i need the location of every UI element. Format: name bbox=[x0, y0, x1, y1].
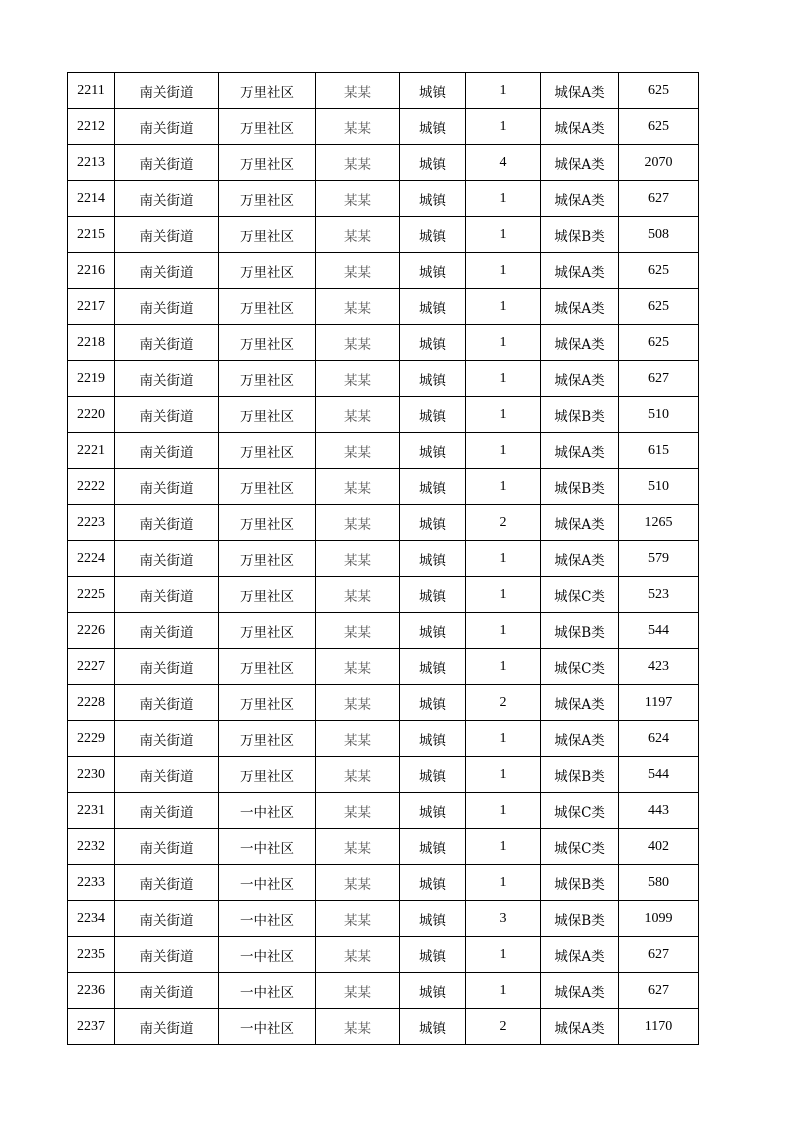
area-type-cell: 城镇 bbox=[400, 721, 466, 757]
category-cell: 城保B类 bbox=[541, 217, 619, 253]
amount-cell: 1099 bbox=[619, 901, 699, 937]
household-count-cell: 3 bbox=[466, 901, 541, 937]
amount-cell: 579 bbox=[619, 541, 699, 577]
area-type-cell: 城镇 bbox=[400, 181, 466, 217]
amount-cell: 510 bbox=[619, 469, 699, 505]
household-count-cell: 1 bbox=[466, 109, 541, 145]
street-cell: 南关街道 bbox=[115, 289, 219, 325]
area-type-cell: 城镇 bbox=[400, 109, 466, 145]
street-cell: 南关街道 bbox=[115, 109, 219, 145]
community-cell: 万里社区 bbox=[219, 325, 316, 361]
data-table bbox=[67, 72, 699, 1045]
row-number-cell: 2235 bbox=[68, 937, 115, 973]
row-number-cell: 2230 bbox=[68, 757, 115, 793]
table-row bbox=[68, 577, 699, 613]
category-cell: 城保A类 bbox=[541, 973, 619, 1009]
street-cell: 南关街道 bbox=[115, 757, 219, 793]
community-cell: 一中社区 bbox=[219, 901, 316, 937]
household-count-cell: 2 bbox=[466, 505, 541, 541]
street-cell: 南关街道 bbox=[115, 613, 219, 649]
category-cell: 城保A类 bbox=[541, 721, 619, 757]
table-row bbox=[68, 901, 699, 937]
amount-cell: 615 bbox=[619, 433, 699, 469]
area-type-cell: 城镇 bbox=[400, 433, 466, 469]
area-type-cell: 城镇 bbox=[400, 685, 466, 721]
amount-cell: 402 bbox=[619, 829, 699, 865]
row-number-cell: 2233 bbox=[68, 865, 115, 901]
street-cell: 南关街道 bbox=[115, 217, 219, 253]
resident-name-cell: 某某 bbox=[316, 613, 400, 649]
community-cell: 一中社区 bbox=[219, 937, 316, 973]
street-cell: 南关街道 bbox=[115, 469, 219, 505]
resident-name-cell: 某某 bbox=[316, 793, 400, 829]
street-cell: 南关街道 bbox=[115, 397, 219, 433]
resident-name-cell: 某某 bbox=[316, 217, 400, 253]
category-cell: 城保A类 bbox=[541, 433, 619, 469]
amount-cell: 627 bbox=[619, 181, 699, 217]
household-count-cell: 1 bbox=[466, 793, 541, 829]
community-cell: 万里社区 bbox=[219, 217, 316, 253]
category-cell: 城保A类 bbox=[541, 685, 619, 721]
table-row bbox=[68, 829, 699, 865]
resident-name-cell: 某某 bbox=[316, 433, 400, 469]
resident-name-cell: 某某 bbox=[316, 181, 400, 217]
street-cell: 南关街道 bbox=[115, 1009, 219, 1045]
table-row bbox=[68, 73, 699, 109]
row-number-cell: 2225 bbox=[68, 577, 115, 613]
row-number-cell: 2226 bbox=[68, 613, 115, 649]
amount-cell: 2070 bbox=[619, 145, 699, 181]
table-row bbox=[68, 793, 699, 829]
household-count-cell: 2 bbox=[466, 1009, 541, 1045]
resident-name-cell: 某某 bbox=[316, 505, 400, 541]
area-type-cell: 城镇 bbox=[400, 253, 466, 289]
resident-name-cell: 某某 bbox=[316, 685, 400, 721]
amount-cell: 1265 bbox=[619, 505, 699, 541]
area-type-cell: 城镇 bbox=[400, 829, 466, 865]
area-type-cell: 城镇 bbox=[400, 217, 466, 253]
row-number-cell: 2229 bbox=[68, 721, 115, 757]
row-number-cell: 2227 bbox=[68, 649, 115, 685]
household-count-cell: 1 bbox=[466, 649, 541, 685]
household-count-cell: 1 bbox=[466, 73, 541, 109]
resident-name-cell: 某某 bbox=[316, 721, 400, 757]
category-cell: 城保B类 bbox=[541, 469, 619, 505]
row-number-cell: 2217 bbox=[68, 289, 115, 325]
street-cell: 南关街道 bbox=[115, 721, 219, 757]
household-count-cell: 1 bbox=[466, 289, 541, 325]
community-cell: 万里社区 bbox=[219, 649, 316, 685]
street-cell: 南关街道 bbox=[115, 433, 219, 469]
street-cell: 南关街道 bbox=[115, 253, 219, 289]
table-row bbox=[68, 757, 699, 793]
resident-name-cell: 某某 bbox=[316, 901, 400, 937]
area-type-cell: 城镇 bbox=[400, 973, 466, 1009]
amount-cell: 544 bbox=[619, 757, 699, 793]
resident-name-cell: 某某 bbox=[316, 577, 400, 613]
area-type-cell: 城镇 bbox=[400, 397, 466, 433]
row-number-cell: 2232 bbox=[68, 829, 115, 865]
amount-cell: 580 bbox=[619, 865, 699, 901]
household-count-cell: 1 bbox=[466, 217, 541, 253]
row-number-cell: 2228 bbox=[68, 685, 115, 721]
street-cell: 南关街道 bbox=[115, 649, 219, 685]
household-count-cell: 1 bbox=[466, 433, 541, 469]
community-cell: 万里社区 bbox=[219, 721, 316, 757]
table-row bbox=[68, 469, 699, 505]
row-number-cell: 2223 bbox=[68, 505, 115, 541]
household-count-cell: 1 bbox=[466, 577, 541, 613]
row-number-cell: 2231 bbox=[68, 793, 115, 829]
table-row bbox=[68, 937, 699, 973]
area-type-cell: 城镇 bbox=[400, 361, 466, 397]
table-row bbox=[68, 973, 699, 1009]
category-cell: 城保B类 bbox=[541, 901, 619, 937]
street-cell: 南关街道 bbox=[115, 865, 219, 901]
row-number-cell: 2213 bbox=[68, 145, 115, 181]
household-count-cell: 1 bbox=[466, 541, 541, 577]
resident-name-cell: 某某 bbox=[316, 649, 400, 685]
household-count-cell: 1 bbox=[466, 361, 541, 397]
row-number-cell: 2211 bbox=[68, 73, 115, 109]
category-cell: 城保C类 bbox=[541, 577, 619, 613]
area-type-cell: 城镇 bbox=[400, 757, 466, 793]
area-type-cell: 城镇 bbox=[400, 1009, 466, 1045]
resident-name-cell: 某某 bbox=[316, 757, 400, 793]
resident-name-cell: 某某 bbox=[316, 145, 400, 181]
amount-cell: 625 bbox=[619, 289, 699, 325]
resident-name-cell: 某某 bbox=[316, 973, 400, 1009]
area-type-cell: 城镇 bbox=[400, 73, 466, 109]
table-row bbox=[68, 253, 699, 289]
row-number-cell: 2218 bbox=[68, 325, 115, 361]
household-count-cell: 1 bbox=[466, 937, 541, 973]
community-cell: 一中社区 bbox=[219, 793, 316, 829]
amount-cell: 627 bbox=[619, 937, 699, 973]
table-row bbox=[68, 685, 699, 721]
table-row bbox=[68, 865, 699, 901]
street-cell: 南关街道 bbox=[115, 505, 219, 541]
amount-cell: 625 bbox=[619, 325, 699, 361]
row-number-cell: 2236 bbox=[68, 973, 115, 1009]
household-count-cell: 1 bbox=[466, 757, 541, 793]
community-cell: 万里社区 bbox=[219, 397, 316, 433]
row-number-cell: 2237 bbox=[68, 1009, 115, 1045]
resident-name-cell: 某某 bbox=[316, 1009, 400, 1045]
amount-cell: 423 bbox=[619, 649, 699, 685]
category-cell: 城保B类 bbox=[541, 757, 619, 793]
amount-cell: 1170 bbox=[619, 1009, 699, 1045]
street-cell: 南关街道 bbox=[115, 973, 219, 1009]
household-count-cell: 1 bbox=[466, 613, 541, 649]
row-number-cell: 2214 bbox=[68, 181, 115, 217]
resident-name-cell: 某某 bbox=[316, 325, 400, 361]
household-count-cell: 1 bbox=[466, 325, 541, 361]
amount-cell: 508 bbox=[619, 217, 699, 253]
category-cell: 城保A类 bbox=[541, 181, 619, 217]
category-cell: 城保A类 bbox=[541, 109, 619, 145]
household-count-cell: 4 bbox=[466, 145, 541, 181]
table-row bbox=[68, 433, 699, 469]
community-cell: 万里社区 bbox=[219, 505, 316, 541]
category-cell: 城保A类 bbox=[541, 937, 619, 973]
street-cell: 南关街道 bbox=[115, 541, 219, 577]
row-number-cell: 2221 bbox=[68, 433, 115, 469]
community-cell: 万里社区 bbox=[219, 253, 316, 289]
community-cell: 万里社区 bbox=[219, 181, 316, 217]
area-type-cell: 城镇 bbox=[400, 289, 466, 325]
amount-cell: 625 bbox=[619, 253, 699, 289]
row-number-cell: 2224 bbox=[68, 541, 115, 577]
category-cell: 城保B类 bbox=[541, 865, 619, 901]
household-count-cell: 1 bbox=[466, 181, 541, 217]
row-number-cell: 2220 bbox=[68, 397, 115, 433]
community-cell: 一中社区 bbox=[219, 1009, 316, 1045]
category-cell: 城保A类 bbox=[541, 73, 619, 109]
category-cell: 城保A类 bbox=[541, 253, 619, 289]
community-cell: 万里社区 bbox=[219, 109, 316, 145]
community-cell: 一中社区 bbox=[219, 973, 316, 1009]
street-cell: 南关街道 bbox=[115, 685, 219, 721]
area-type-cell: 城镇 bbox=[400, 325, 466, 361]
resident-name-cell: 某某 bbox=[316, 541, 400, 577]
row-number-cell: 2219 bbox=[68, 361, 115, 397]
table-row bbox=[68, 109, 699, 145]
area-type-cell: 城镇 bbox=[400, 613, 466, 649]
community-cell: 万里社区 bbox=[219, 289, 316, 325]
table-row bbox=[68, 217, 699, 253]
area-type-cell: 城镇 bbox=[400, 541, 466, 577]
household-count-cell: 1 bbox=[466, 973, 541, 1009]
category-cell: 城保A类 bbox=[541, 361, 619, 397]
household-count-cell: 1 bbox=[466, 397, 541, 433]
community-cell: 万里社区 bbox=[219, 73, 316, 109]
amount-cell: 624 bbox=[619, 721, 699, 757]
table-row bbox=[68, 289, 699, 325]
table-row bbox=[68, 361, 699, 397]
category-cell: 城保A类 bbox=[541, 145, 619, 181]
resident-name-cell: 某某 bbox=[316, 865, 400, 901]
household-count-cell: 1 bbox=[466, 469, 541, 505]
table-row bbox=[68, 145, 699, 181]
community-cell: 一中社区 bbox=[219, 865, 316, 901]
street-cell: 南关街道 bbox=[115, 361, 219, 397]
street-cell: 南关街道 bbox=[115, 181, 219, 217]
category-cell: 城保B类 bbox=[541, 613, 619, 649]
area-type-cell: 城镇 bbox=[400, 145, 466, 181]
row-number-cell: 2222 bbox=[68, 469, 115, 505]
document-page bbox=[67, 72, 699, 1045]
amount-cell: 544 bbox=[619, 613, 699, 649]
amount-cell: 523 bbox=[619, 577, 699, 613]
resident-name-cell: 某某 bbox=[316, 253, 400, 289]
row-number-cell: 2216 bbox=[68, 253, 115, 289]
community-cell: 万里社区 bbox=[219, 757, 316, 793]
table-row bbox=[68, 649, 699, 685]
street-cell: 南关街道 bbox=[115, 73, 219, 109]
household-count-cell: 1 bbox=[466, 721, 541, 757]
category-cell: 城保A类 bbox=[541, 505, 619, 541]
category-cell: 城保A类 bbox=[541, 1009, 619, 1045]
table-row bbox=[68, 541, 699, 577]
community-cell: 万里社区 bbox=[219, 361, 316, 397]
area-type-cell: 城镇 bbox=[400, 865, 466, 901]
community-cell: 一中社区 bbox=[219, 829, 316, 865]
amount-cell: 625 bbox=[619, 73, 699, 109]
community-cell: 万里社区 bbox=[219, 469, 316, 505]
community-cell: 万里社区 bbox=[219, 613, 316, 649]
street-cell: 南关街道 bbox=[115, 937, 219, 973]
table-row bbox=[68, 181, 699, 217]
area-type-cell: 城镇 bbox=[400, 793, 466, 829]
community-cell: 万里社区 bbox=[219, 577, 316, 613]
category-cell: 城保C类 bbox=[541, 829, 619, 865]
resident-name-cell: 某某 bbox=[316, 289, 400, 325]
row-number-cell: 2215 bbox=[68, 217, 115, 253]
resident-name-cell: 某某 bbox=[316, 361, 400, 397]
table-row bbox=[68, 397, 699, 433]
area-type-cell: 城镇 bbox=[400, 505, 466, 541]
resident-name-cell: 某某 bbox=[316, 937, 400, 973]
street-cell: 南关街道 bbox=[115, 145, 219, 181]
table-row bbox=[68, 1009, 699, 1045]
area-type-cell: 城镇 bbox=[400, 469, 466, 505]
resident-name-cell: 某某 bbox=[316, 829, 400, 865]
household-count-cell: 1 bbox=[466, 253, 541, 289]
category-cell: 城保A类 bbox=[541, 325, 619, 361]
street-cell: 南关街道 bbox=[115, 829, 219, 865]
table-row bbox=[68, 505, 699, 541]
amount-cell: 625 bbox=[619, 109, 699, 145]
amount-cell: 443 bbox=[619, 793, 699, 829]
table-row bbox=[68, 721, 699, 757]
category-cell: 城保C类 bbox=[541, 649, 619, 685]
category-cell: 城保A类 bbox=[541, 289, 619, 325]
category-cell: 城保A类 bbox=[541, 541, 619, 577]
street-cell: 南关街道 bbox=[115, 901, 219, 937]
street-cell: 南关街道 bbox=[115, 577, 219, 613]
row-number-cell: 2212 bbox=[68, 109, 115, 145]
category-cell: 城保B类 bbox=[541, 397, 619, 433]
resident-name-cell: 某某 bbox=[316, 109, 400, 145]
area-type-cell: 城镇 bbox=[400, 937, 466, 973]
community-cell: 万里社区 bbox=[219, 145, 316, 181]
table-row bbox=[68, 325, 699, 361]
community-cell: 万里社区 bbox=[219, 541, 316, 577]
amount-cell: 1197 bbox=[619, 685, 699, 721]
area-type-cell: 城镇 bbox=[400, 901, 466, 937]
household-count-cell: 2 bbox=[466, 685, 541, 721]
amount-cell: 627 bbox=[619, 361, 699, 397]
community-cell: 万里社区 bbox=[219, 433, 316, 469]
area-type-cell: 城镇 bbox=[400, 577, 466, 613]
category-cell: 城保C类 bbox=[541, 793, 619, 829]
amount-cell: 510 bbox=[619, 397, 699, 433]
resident-name-cell: 某某 bbox=[316, 73, 400, 109]
row-number-cell: 2234 bbox=[68, 901, 115, 937]
household-count-cell: 1 bbox=[466, 865, 541, 901]
street-cell: 南关街道 bbox=[115, 325, 219, 361]
resident-name-cell: 某某 bbox=[316, 469, 400, 505]
resident-name-cell: 某某 bbox=[316, 397, 400, 433]
community-cell: 万里社区 bbox=[219, 685, 316, 721]
household-count-cell: 1 bbox=[466, 829, 541, 865]
amount-cell: 627 bbox=[619, 973, 699, 1009]
table-body bbox=[68, 73, 699, 1045]
table-row bbox=[68, 613, 699, 649]
street-cell: 南关街道 bbox=[115, 793, 219, 829]
area-type-cell: 城镇 bbox=[400, 649, 466, 685]
